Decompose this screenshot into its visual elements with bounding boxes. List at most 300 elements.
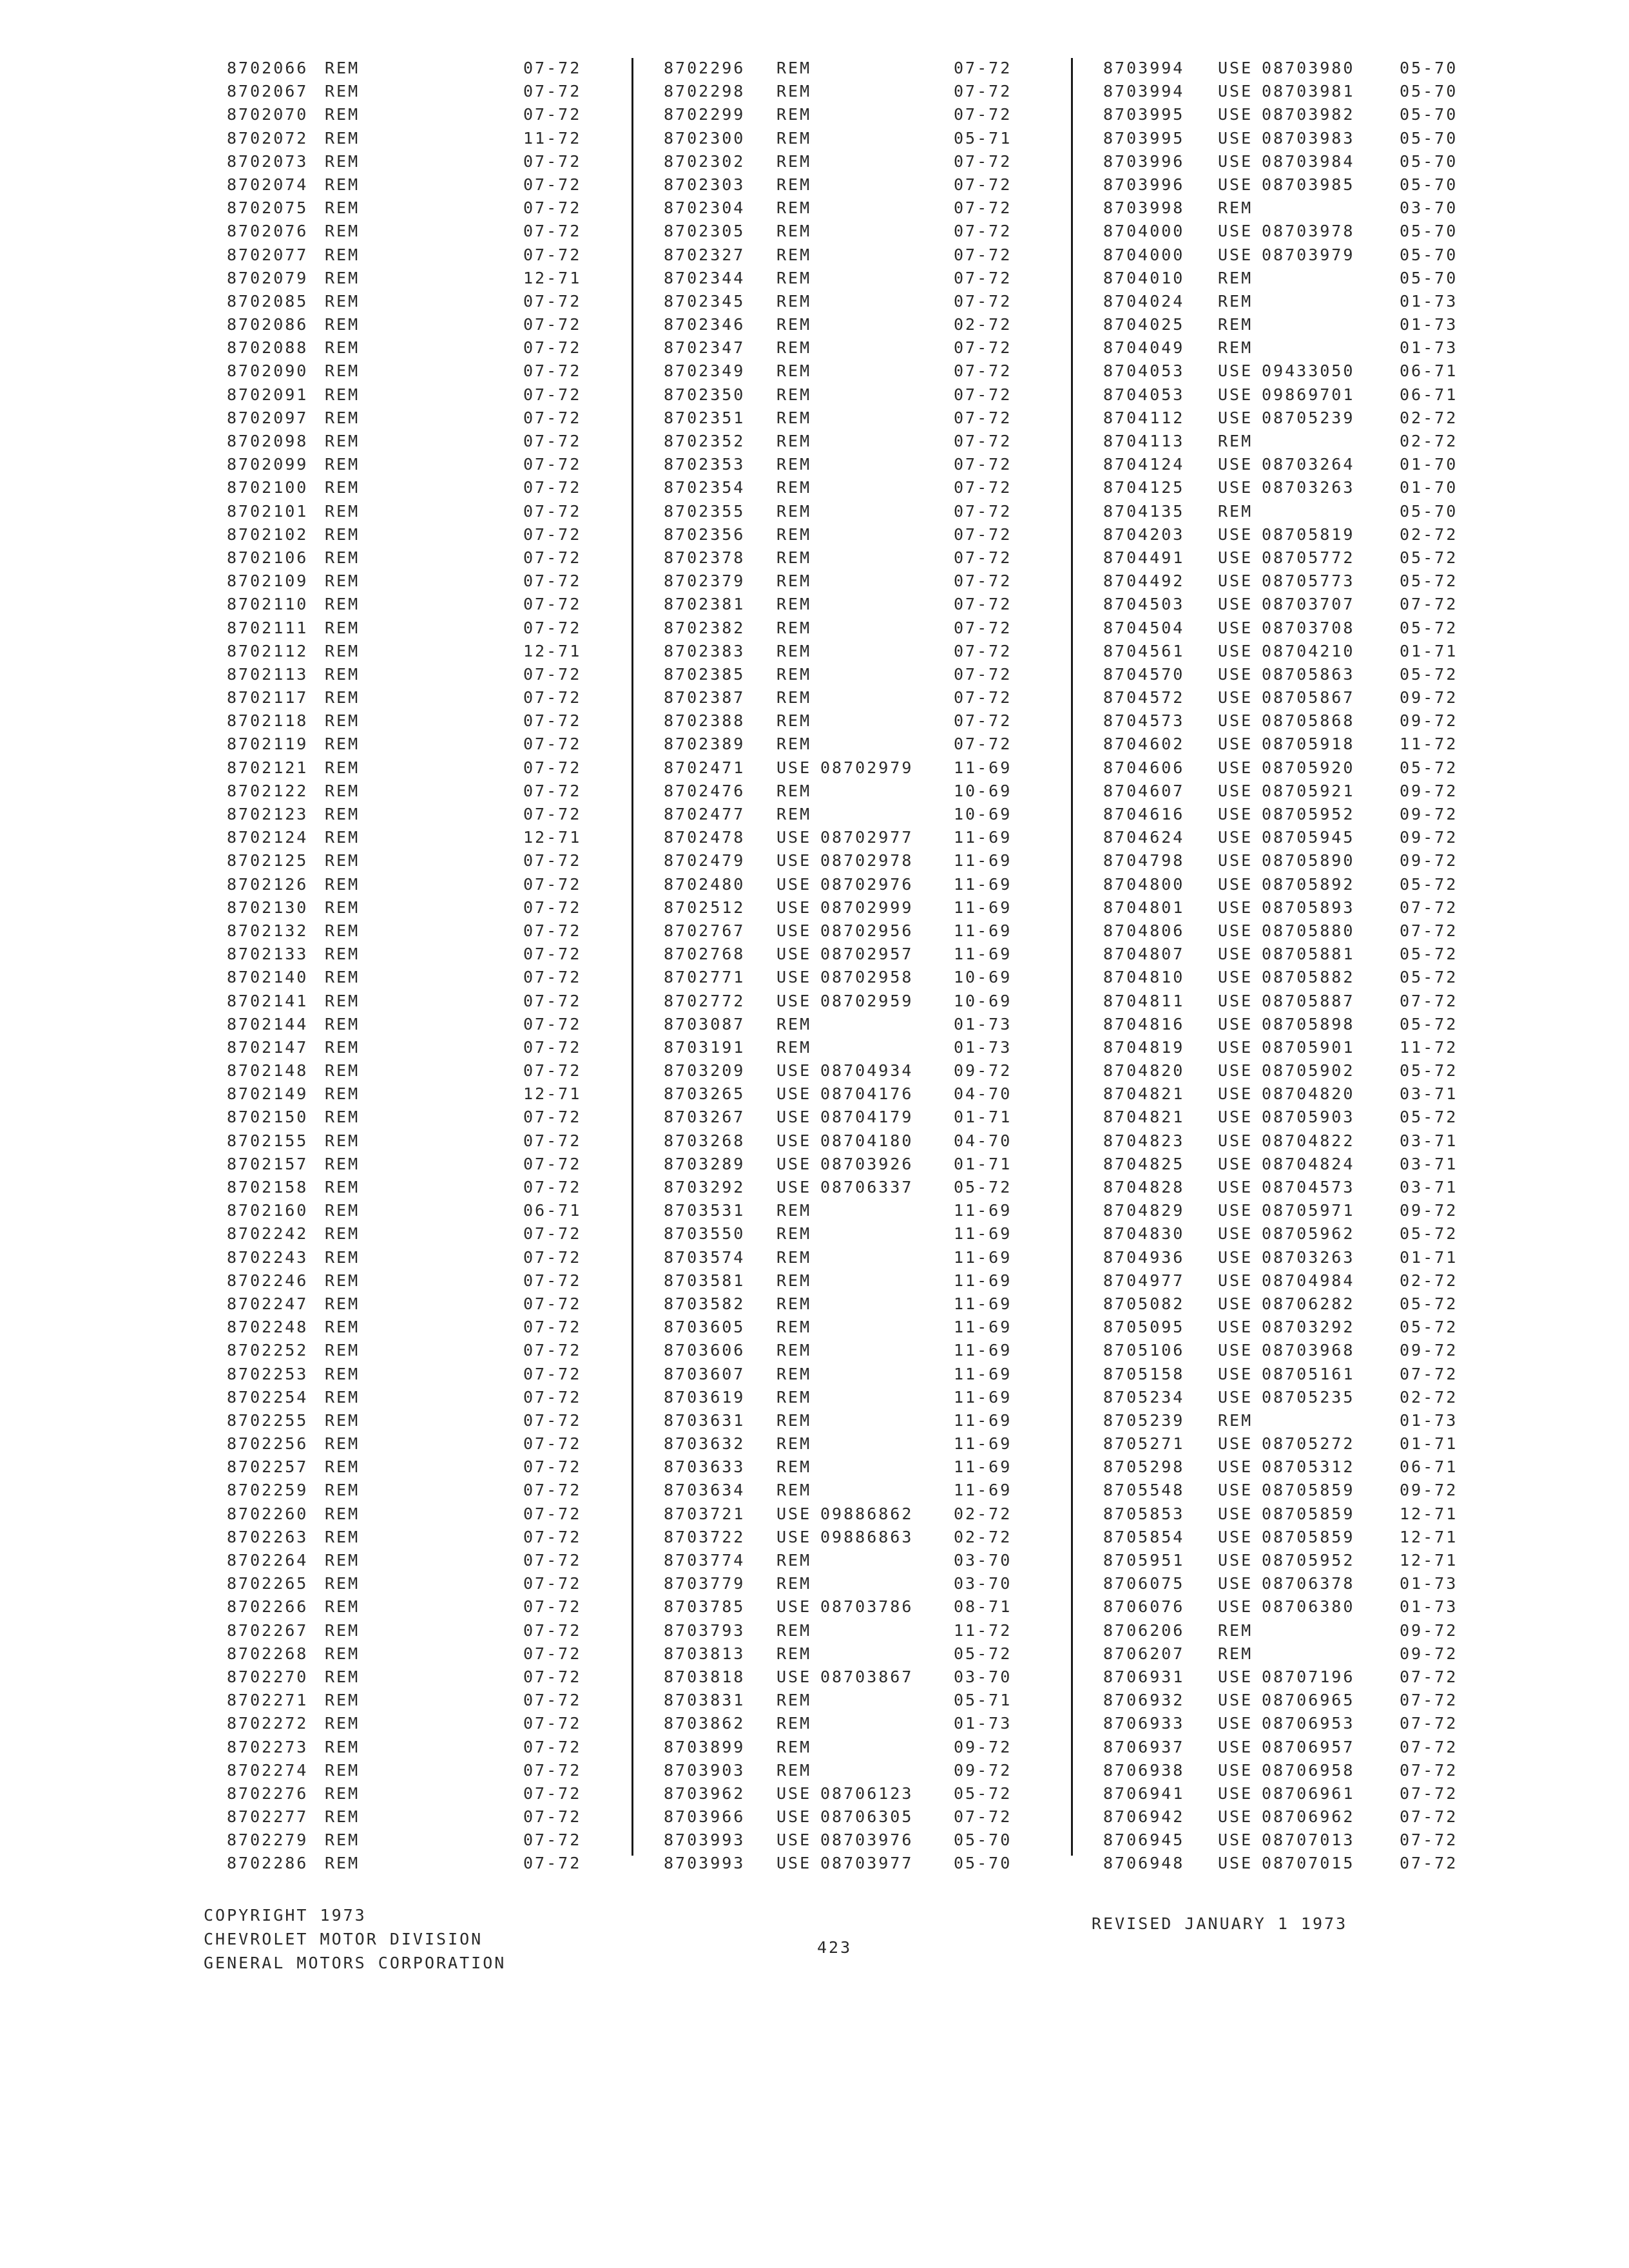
replacement-part: 08705903 [1262, 1108, 1355, 1127]
part-number: 8704503 [1103, 595, 1185, 614]
part-number: 8704606 [1103, 758, 1185, 777]
replacement-part: 08705918 [1262, 735, 1355, 754]
part-number: 8702299 [664, 105, 746, 124]
action-code: USE [776, 1831, 812, 1850]
part-number: 8702118 [227, 711, 309, 731]
action-code: REM [1218, 432, 1253, 450]
replacement-part: 08703980 [1262, 59, 1355, 77]
replacement-part: 08705892 [1262, 874, 1355, 894]
effective-date: 05-72 [1400, 758, 1458, 777]
effective-date: 05-72 [954, 1783, 1012, 1803]
effective-date: 05-71 [954, 128, 1012, 148]
action-code: REM [776, 1737, 812, 1756]
replacement-part: 08703979 [1262, 245, 1355, 264]
action-code: REM [776, 1247, 812, 1267]
part-number: 8702246 [227, 1271, 309, 1290]
effective-date: 06-71 [523, 1201, 582, 1220]
action-code: USE [776, 851, 812, 870]
effective-date: 10-69 [954, 968, 1012, 987]
part-number: 8702076 [227, 222, 309, 241]
corporation-line: GENERAL MOTORS CORPORATION [204, 1954, 506, 1972]
effective-date: 01-70 [1400, 455, 1458, 474]
action-code: REM [325, 851, 360, 870]
replacement-part: 08705890 [1262, 851, 1355, 870]
action-code: REM [325, 641, 360, 660]
effective-date: 02-72 [954, 1504, 1012, 1523]
part-number: 8702344 [664, 268, 746, 287]
part-number: 8702272 [227, 1714, 309, 1733]
action-code: USE [1218, 1783, 1253, 1803]
effective-date: 07-72 [523, 361, 582, 381]
part-number: 8704810 [1103, 968, 1185, 987]
action-code: USE [776, 1178, 812, 1196]
part-number: 8702112 [227, 641, 309, 660]
action-code: REM [325, 361, 360, 381]
effective-date: 07-72 [523, 1854, 582, 1873]
revised-date: REVISED JANUARY 1 1973 [1092, 1914, 1348, 1933]
action-code: REM [325, 82, 360, 101]
part-number: 8702356 [664, 524, 746, 544]
replacement-part: 08706378 [1262, 1574, 1355, 1593]
replacement-part: 08702978 [820, 851, 914, 870]
replacement-part: 08704176 [820, 1084, 914, 1104]
part-number: 8702109 [227, 572, 309, 591]
effective-date: 07-72 [523, 1108, 582, 1127]
effective-date: 11-69 [954, 1434, 1012, 1454]
part-number: 8704820 [1103, 1061, 1185, 1081]
action-code: USE [1218, 595, 1253, 614]
effective-date: 06-71 [1400, 385, 1458, 404]
action-code: REM [325, 1364, 360, 1383]
action-code: USE [1218, 735, 1253, 754]
action-code: REM [325, 1574, 360, 1593]
action-code: USE [776, 1807, 812, 1827]
action-code: USE [776, 1527, 812, 1546]
action-code: REM [325, 268, 360, 287]
action-code: REM [325, 618, 360, 637]
part-number: 8704010 [1103, 268, 1185, 287]
action-code: REM [325, 1831, 360, 1850]
part-number: 8705548 [1103, 1481, 1185, 1500]
action-code: USE [1218, 1364, 1253, 1383]
effective-date: 07-72 [954, 1807, 1012, 1827]
effective-date: 07-72 [954, 105, 1012, 124]
action-code: REM [325, 1667, 360, 1686]
effective-date: 09-72 [1400, 1644, 1458, 1663]
action-code: REM [776, 1760, 812, 1780]
effective-date: 05-72 [1400, 1061, 1458, 1081]
part-number: 8702066 [227, 59, 309, 77]
action-code: REM [776, 82, 812, 101]
part-number: 8702388 [664, 711, 746, 731]
part-number: 8702349 [664, 361, 746, 381]
part-number: 8702148 [227, 1061, 309, 1081]
effective-date: 07-72 [954, 338, 1012, 358]
replacement-part: 08705920 [1262, 758, 1355, 777]
part-number: 8706207 [1103, 1644, 1185, 1663]
effective-date: 01-73 [1400, 338, 1458, 358]
effective-date: 03-71 [1400, 1154, 1458, 1173]
part-number: 8706932 [1103, 1691, 1185, 1710]
action-code: USE [1218, 851, 1253, 870]
action-code: REM [325, 1527, 360, 1546]
effective-date: 05-72 [1400, 1224, 1458, 1244]
action-code: USE [776, 1131, 812, 1150]
effective-date: 06-71 [1400, 361, 1458, 381]
part-number: 8705158 [1103, 1364, 1185, 1383]
effective-date: 05-72 [954, 1178, 1012, 1196]
part-number: 8702125 [227, 851, 309, 870]
effective-date: 07-72 [523, 151, 582, 171]
effective-date: 05-70 [1400, 151, 1458, 171]
action-code: USE [1218, 408, 1253, 427]
replacement-part: 08703981 [1262, 82, 1355, 101]
effective-date: 03-71 [1400, 1131, 1458, 1150]
replacement-part: 08702976 [820, 874, 914, 894]
effective-date: 03-70 [954, 1574, 1012, 1593]
part-number: 8702381 [664, 595, 746, 614]
effective-date: 09-72 [1400, 1341, 1458, 1360]
part-number: 8703607 [664, 1364, 746, 1383]
action-code: REM [776, 151, 812, 171]
effective-date: 07-72 [523, 1410, 582, 1430]
action-code: USE [776, 828, 812, 847]
effective-date: 07-72 [523, 501, 582, 521]
effective-date: 07-72 [523, 432, 582, 450]
part-number: 8702157 [227, 1154, 309, 1173]
action-code: USE [1218, 945, 1253, 964]
action-code: USE [1218, 874, 1253, 894]
action-code: USE [1218, 245, 1253, 264]
part-number: 8702133 [227, 945, 309, 964]
replacement-part: 08705239 [1262, 408, 1355, 427]
part-number: 8704570 [1103, 664, 1185, 684]
action-code: USE [776, 1084, 812, 1104]
effective-date: 07-72 [523, 338, 582, 358]
effective-date: 01-71 [1400, 641, 1458, 660]
effective-date: 07-72 [1400, 1831, 1458, 1850]
replacement-part: 08707015 [1262, 1854, 1355, 1873]
replacement-part: 08702958 [820, 968, 914, 987]
action-code: REM [325, 128, 360, 148]
part-number: 8702077 [227, 245, 309, 264]
part-number: 8702132 [227, 921, 309, 940]
part-number: 8704936 [1103, 1247, 1185, 1267]
part-number: 8704602 [1103, 735, 1185, 754]
action-code: USE [776, 898, 812, 917]
effective-date: 05-72 [1400, 548, 1458, 567]
replacement-part: 08705901 [1262, 1037, 1355, 1057]
action-code: REM [325, 1434, 360, 1454]
effective-date: 07-72 [1400, 595, 1458, 614]
part-number: 8703292 [664, 1178, 746, 1196]
part-number: 8702102 [227, 524, 309, 544]
replacement-part: 08704822 [1262, 1131, 1355, 1150]
effective-date: 07-72 [523, 1061, 582, 1081]
action-code: USE [776, 1667, 812, 1686]
part-number: 8702085 [227, 291, 309, 311]
action-code: USE [1218, 758, 1253, 777]
part-number: 8702072 [227, 128, 309, 148]
part-number: 8705298 [1103, 1457, 1185, 1477]
part-number: 8703633 [664, 1457, 746, 1477]
replacement-part: 08705859 [1262, 1504, 1355, 1523]
part-number: 8702070 [227, 105, 309, 124]
action-code: REM [325, 1504, 360, 1523]
effective-date: 01-73 [1400, 291, 1458, 311]
part-number: 8704113 [1103, 432, 1185, 450]
effective-date: 07-72 [523, 1551, 582, 1570]
action-code: REM [325, 315, 360, 334]
action-code: USE [1218, 1504, 1253, 1523]
action-code: REM [776, 1620, 812, 1640]
part-number: 8704000 [1103, 245, 1185, 264]
effective-date: 07-72 [954, 291, 1012, 311]
replacement-part: 08705880 [1262, 921, 1355, 940]
effective-date: 07-72 [523, 618, 582, 637]
effective-date: 07-72 [523, 1154, 582, 1173]
effective-date: 07-72 [954, 222, 1012, 241]
part-number: 8702346 [664, 315, 746, 334]
effective-date: 07-72 [523, 572, 582, 591]
action-code: REM [325, 1014, 360, 1033]
part-number: 8704829 [1103, 1201, 1185, 1220]
replacement-part: 08704179 [820, 1108, 914, 1127]
part-number: 8702117 [227, 688, 309, 707]
action-code: REM [325, 222, 360, 241]
action-code: REM [776, 1294, 812, 1313]
effective-date: 07-72 [954, 268, 1012, 287]
replacement-part: 08705962 [1262, 1224, 1355, 1244]
part-number: 8702302 [664, 151, 746, 171]
part-number: 8703785 [664, 1597, 746, 1617]
effective-date: 05-72 [954, 1644, 1012, 1663]
page-number: 423 [817, 1938, 853, 1957]
effective-date: 09-72 [954, 1061, 1012, 1081]
action-code: REM [325, 1387, 360, 1407]
effective-date: 07-72 [523, 1341, 582, 1360]
part-number: 8702273 [227, 1737, 309, 1756]
replacement-part: 08703977 [820, 1854, 914, 1873]
effective-date: 07-72 [954, 664, 1012, 684]
action-code: USE [1218, 711, 1253, 731]
part-number: 8702378 [664, 548, 746, 567]
effective-date: 07-72 [954, 361, 1012, 381]
effective-date: 05-72 [1400, 968, 1458, 987]
effective-date: 07-72 [523, 1667, 582, 1686]
part-number: 8702124 [227, 828, 309, 847]
part-number: 8704830 [1103, 1224, 1185, 1244]
replacement-part: 08705312 [1262, 1457, 1355, 1477]
effective-date: 12-71 [1400, 1504, 1458, 1523]
effective-date: 05-70 [954, 1854, 1012, 1873]
action-code: USE [1218, 1318, 1253, 1337]
effective-date: 07-72 [523, 82, 582, 101]
part-number: 8704024 [1103, 291, 1185, 311]
action-code: REM [776, 595, 812, 614]
part-number: 8704504 [1103, 618, 1185, 637]
effective-date: 07-72 [523, 1178, 582, 1196]
effective-date: 05-72 [1400, 874, 1458, 894]
effective-date: 07-72 [954, 711, 1012, 731]
part-number: 8703722 [664, 1527, 746, 1546]
part-number: 8703582 [664, 1294, 746, 1313]
effective-date: 05-71 [954, 1691, 1012, 1710]
action-code: REM [776, 1201, 812, 1220]
effective-date: 11-69 [954, 1224, 1012, 1244]
effective-date: 11-72 [954, 1620, 1012, 1640]
part-number: 8702296 [664, 59, 746, 77]
part-number: 8703903 [664, 1760, 746, 1780]
part-number: 8702160 [227, 1201, 309, 1220]
column-divider-1 [631, 58, 633, 1856]
part-number: 8703774 [664, 1551, 746, 1570]
action-code: USE [776, 1061, 812, 1081]
action-code: REM [1218, 338, 1253, 358]
effective-date: 10-69 [954, 991, 1012, 1010]
action-code: USE [776, 1854, 812, 1873]
part-number: 8704572 [1103, 688, 1185, 707]
effective-date: 07-72 [954, 175, 1012, 194]
effective-date: 07-72 [954, 641, 1012, 660]
effective-date: 07-72 [523, 1527, 582, 1546]
action-code: USE [1218, 1574, 1253, 1593]
replacement-part: 08705773 [1262, 572, 1355, 591]
effective-date: 07-72 [523, 1783, 582, 1803]
action-code: REM [325, 455, 360, 474]
replacement-part: 08705859 [1262, 1527, 1355, 1546]
replacement-part: 08705859 [1262, 1481, 1355, 1500]
part-number: 8705234 [1103, 1387, 1185, 1407]
part-number: 8704800 [1103, 874, 1185, 894]
effective-date: 09-72 [954, 1737, 1012, 1756]
effective-date: 09-72 [954, 1760, 1012, 1780]
action-code: REM [325, 968, 360, 987]
effective-date: 07-72 [523, 1037, 582, 1057]
part-number: 8702079 [227, 268, 309, 287]
action-code: REM [776, 198, 812, 218]
replacement-part: 08706380 [1262, 1597, 1355, 1617]
effective-date: 07-72 [523, 711, 582, 731]
action-code: REM [325, 105, 360, 124]
effective-date: 03-70 [954, 1667, 1012, 1686]
effective-date: 07-72 [523, 548, 582, 567]
effective-date: 10-69 [954, 781, 1012, 800]
effective-date: 11-69 [954, 851, 1012, 870]
effective-date: 07-72 [523, 245, 582, 264]
action-code: REM [325, 338, 360, 358]
action-code: USE [1218, 1084, 1253, 1104]
action-code: REM [325, 1620, 360, 1640]
part-number: 8704828 [1103, 1178, 1185, 1196]
action-code: REM [776, 478, 812, 497]
effective-date: 05-70 [1400, 105, 1458, 124]
effective-date: 11-69 [954, 1410, 1012, 1430]
replacement-part: 08705819 [1262, 524, 1355, 544]
part-number: 8702477 [664, 805, 746, 823]
part-number: 8702476 [664, 781, 746, 800]
replacement-part: 08702959 [820, 991, 914, 1010]
effective-date: 11-69 [954, 1247, 1012, 1267]
part-number: 8702090 [227, 361, 309, 381]
part-number: 8704125 [1103, 478, 1185, 497]
action-code: USE [1218, 1061, 1253, 1081]
part-number: 8702126 [227, 874, 309, 894]
action-code: USE [1218, 478, 1253, 497]
action-code: REM [776, 1481, 812, 1500]
action-code: USE [1218, 151, 1253, 171]
action-code: REM [1218, 1644, 1253, 1663]
part-number: 8702286 [227, 1854, 309, 1873]
action-code: REM [325, 1037, 360, 1057]
action-code: REM [325, 1341, 360, 1360]
action-code: REM [776, 291, 812, 311]
replacement-part: 08705867 [1262, 688, 1355, 707]
part-number: 8703993 [664, 1831, 746, 1850]
action-code: USE [1218, 1807, 1253, 1827]
action-code: REM [776, 315, 812, 334]
effective-date: 07-72 [523, 595, 582, 614]
action-code: USE [1218, 1667, 1253, 1686]
part-number: 8703994 [1103, 82, 1185, 101]
part-number: 8702141 [227, 991, 309, 1010]
replacement-part: 08705868 [1262, 711, 1355, 731]
action-code: REM [325, 1783, 360, 1803]
part-number: 8703779 [664, 1574, 746, 1593]
effective-date: 12-71 [1400, 1527, 1458, 1546]
action-code: USE [1218, 361, 1253, 381]
effective-date: 05-70 [1400, 501, 1458, 521]
action-code: REM [776, 1224, 812, 1244]
effective-date: 01-73 [954, 1014, 1012, 1033]
replacement-part: 08703707 [1262, 595, 1355, 614]
part-number: 8702099 [227, 455, 309, 474]
effective-date: 03-71 [1400, 1178, 1458, 1196]
part-number: 8706937 [1103, 1737, 1185, 1756]
part-number: 8702478 [664, 828, 746, 847]
effective-date: 07-72 [1400, 898, 1458, 917]
action-code: REM [325, 874, 360, 894]
effective-date: 07-72 [523, 1131, 582, 1150]
replacement-part: 08703985 [1262, 175, 1355, 194]
part-number: 8702119 [227, 735, 309, 754]
replacement-part: 08704180 [820, 1131, 914, 1150]
replacement-part: 08702999 [820, 898, 914, 917]
action-code: REM [776, 432, 812, 450]
effective-date: 07-72 [954, 548, 1012, 567]
effective-date: 10-69 [954, 805, 1012, 823]
action-code: REM [325, 501, 360, 521]
part-number: 8702772 [664, 991, 746, 1010]
part-number: 8705082 [1103, 1294, 1185, 1313]
part-number: 8703268 [664, 1131, 746, 1150]
action-code: REM [325, 991, 360, 1010]
effective-date: 01-71 [1400, 1247, 1458, 1267]
part-number: 8702098 [227, 432, 309, 450]
effective-date: 07-72 [523, 105, 582, 124]
part-number: 8702067 [227, 82, 309, 101]
part-number: 8702243 [227, 1247, 309, 1267]
effective-date: 07-72 [1400, 1667, 1458, 1686]
action-code: USE [1218, 59, 1253, 77]
action-code: REM [776, 618, 812, 637]
part-number: 8702768 [664, 945, 746, 964]
effective-date: 07-72 [523, 1504, 582, 1523]
part-number: 8704806 [1103, 921, 1185, 940]
division-line: CHEVROLET MOTOR DIVISION [204, 1930, 483, 1948]
part-number: 8704124 [1103, 455, 1185, 474]
action-code: REM [1218, 198, 1253, 218]
